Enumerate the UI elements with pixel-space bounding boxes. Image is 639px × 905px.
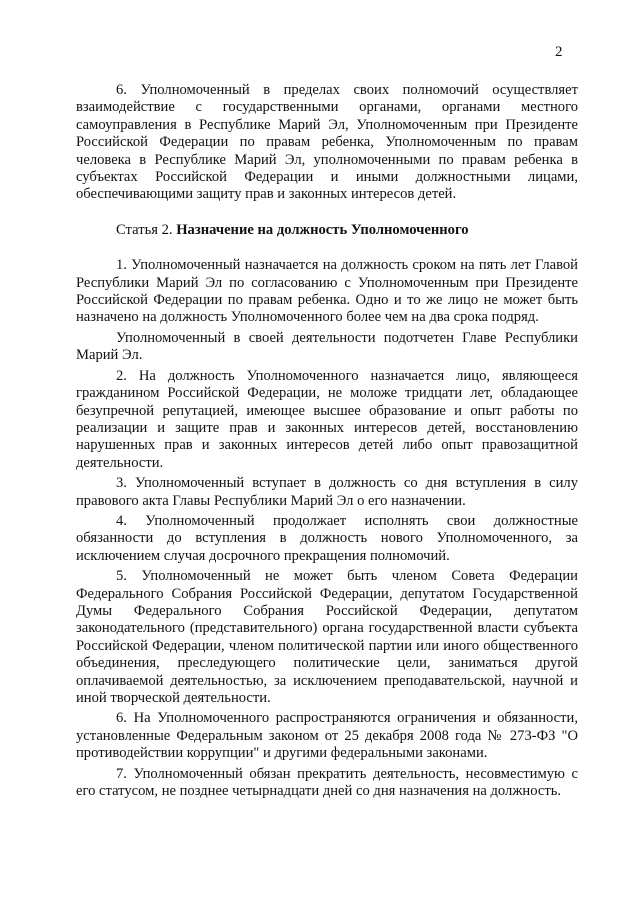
paragraph-accountability: Уполномоченный в своей деятельности подотчетен Главе Республики Марий Эл. — [76, 329, 578, 364]
paragraph-6-restrictions: 6. На Уполномоченного распространяются ограничения и обязанности, установленные Федеральным законом от 25 декабря 2008 года № 273-ФЗ "О противодействии коррупции" и другими федеральными законами. — [76, 710, 578, 762]
paragraph-2-requirements: 2. На должность Уполномоченного назначается лицо, являющееся гражданином Российской Федерации, не моложе тридцати лет, обладающее безупречной репутацией, имеющее высшее образование и опыт работы по реализации и защите прав и законных интересов детей, восстановлению нарушенных прав и законных интересов детей либо опыт правозащитной деятельности. — [76, 367, 578, 471]
paragraph-3-entry-into-office: 3. Уполномоченный вступает в должность со дня вступления в силу правового акта Главы Республики Марий Эл о его назначении. — [76, 475, 578, 509]
article-label: Статья 2. — [116, 221, 173, 238]
paragraph-4-continuation: 4. Уполномоченный продолжает исполнять свои должностные обязанности до вступления в должность нового Уполномоченного, за исключением случая досрочного прекращения полномочий. — [76, 512, 578, 564]
page-number: 2 — [555, 44, 563, 60]
article-heading — [76, 222, 578, 239]
paragraph-7-termination: 7. Уполномоченный обязан прекратить деятельность, несовместимую с его статусом, не позднее четырнадцати дней со дня назначения на должность. — [76, 765, 578, 800]
paragraph-6-interaction: 6. Уполномоченный в пределах своих полномочий осуществляет взаимодействие с государственными органами, органами местного самоуправления в Республике Марий Эл, Уполномоченным при Президенте Российской Федерации по правам ребенка, Уполномоченным по правам человека в Республике Марий Эл, уполномоченными по правам ребенка в субъектах Российской Федерации и иными должностными лицами, обеспечивающими защиту прав и законных интересов детей. — [76, 82, 578, 203]
article-title: Назначение на должность Уполномоченного — [176, 221, 469, 238]
document-body — [76, 82, 578, 803]
paragraph-5-incompatibility: 5. Уполномоченный не может быть членом Совета Федерации Федерального Собрания Российской Федерации, депутатом Государственной Думы Федерального Собрания Российской Федерации, депутатом законодательного (представительного) органа государственной власти субъекта Российской Федерации, членом политической партии или иного общественного объединения, преследующего политические цели, заниматься другой оплачиваемой деятельностью, за исключением преподавательской, научной и иной творческой деятельности. — [76, 568, 578, 706]
paragraph-1-appointment: 1. Уполномоченный назначается на должность сроком на пять лет Главой Республики Марий Эл по согласованию с Уполномоченным при Президенте Российской Федерации по правам ребенка. Одно и то же лицо не может быть назначено на должность Уполномоченного более чем на два срока подряд. — [76, 257, 578, 326]
